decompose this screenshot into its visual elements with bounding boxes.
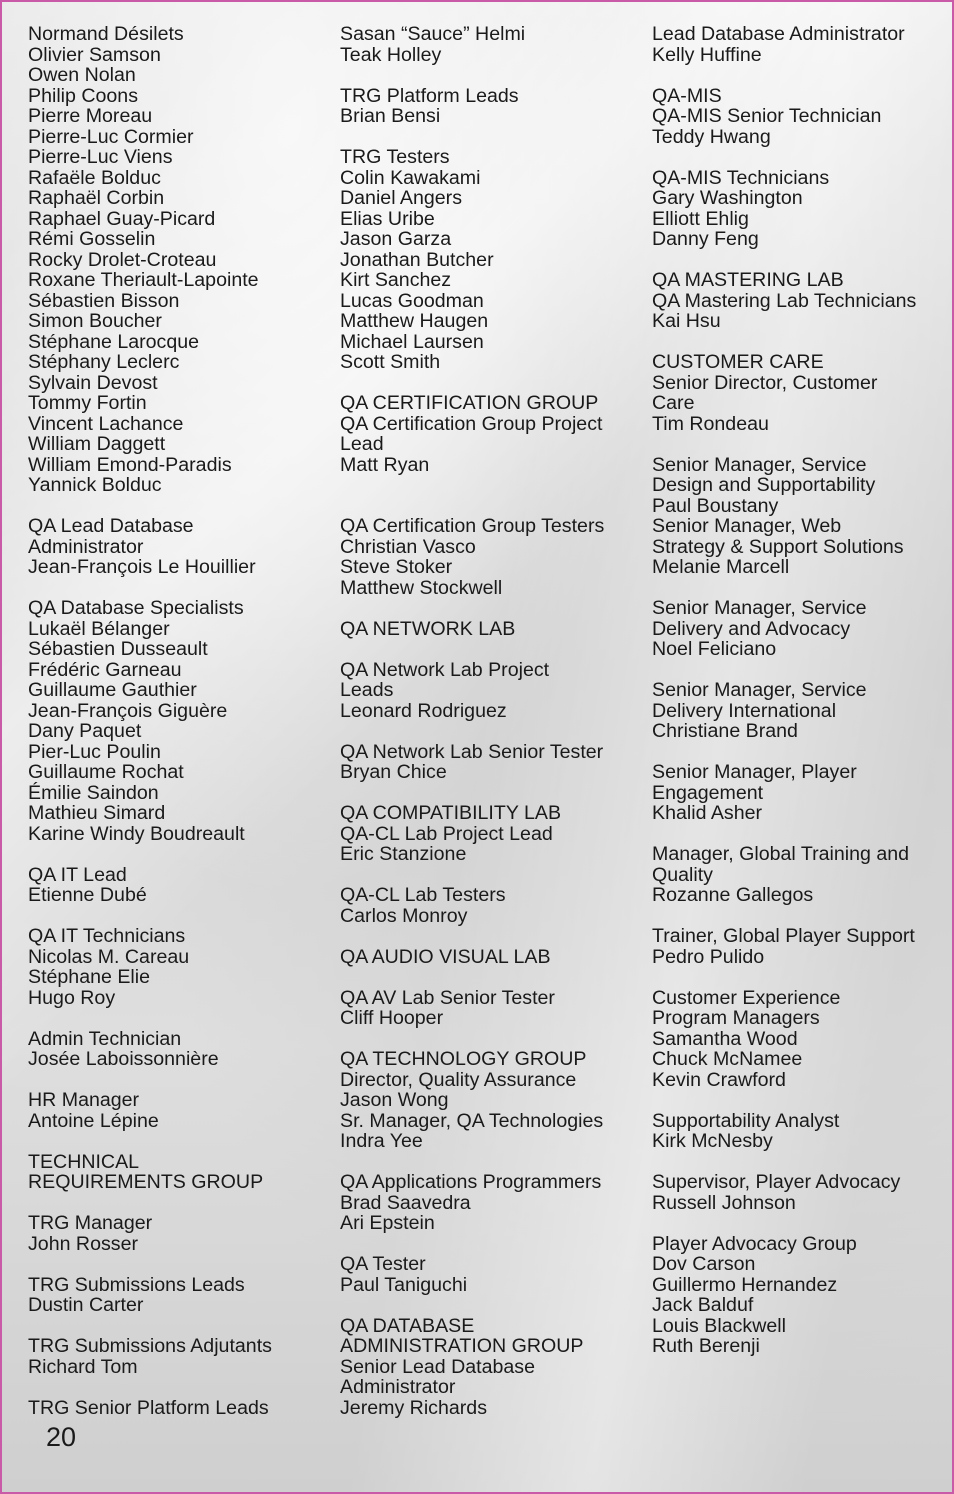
credit-line: Ruth Berenji bbox=[652, 1335, 760, 1357]
credit-line: Dustin Carter bbox=[28, 1294, 144, 1316]
spacer bbox=[340, 926, 640, 947]
credit-line: Samantha Wood bbox=[652, 1027, 798, 1050]
spacer bbox=[340, 127, 640, 148]
credit-line: QA Certification Group Testers bbox=[340, 515, 605, 537]
credit-line: Program Managers bbox=[652, 1007, 820, 1029]
credit-line: Engagement bbox=[652, 781, 764, 804]
credit-line: Raphael Guay-Picard bbox=[28, 207, 216, 230]
credit-line: Lead Database Administrator bbox=[652, 23, 905, 45]
credit-line: Jeremy Richards bbox=[340, 1396, 487, 1419]
credit-line: Jean-François Le Houillier bbox=[28, 556, 256, 578]
credit-line: Lead bbox=[340, 433, 384, 455]
credit-line: Supportability Analyst bbox=[652, 1109, 840, 1132]
spacer bbox=[340, 721, 640, 742]
credit-line: Carlos Monroy bbox=[340, 904, 468, 927]
credit-line: Ari Epstein bbox=[340, 1212, 435, 1234]
credit-line: QA Applications Programmers bbox=[340, 1171, 602, 1193]
credit-line: QA Network Lab Project bbox=[340, 658, 550, 681]
credit-line: Philip Coons bbox=[28, 84, 139, 107]
credit-line: Rémi Gosselin bbox=[28, 228, 156, 250]
credit-line: Admin Technician bbox=[28, 1027, 182, 1050]
spacer bbox=[28, 1254, 328, 1275]
credit-line: Noel Feliciano bbox=[652, 638, 777, 660]
credit-line: Sylvain Devost bbox=[28, 371, 158, 394]
credit-line: QA Network Lab Senior Tester bbox=[340, 740, 604, 763]
credit-line: Josée Laboissonnière bbox=[28, 1048, 219, 1070]
credit-line: Jonathan Butcher bbox=[340, 248, 494, 271]
credit-line: Colin Kawakami bbox=[340, 166, 481, 189]
credit-line: Pedro Pulido bbox=[652, 945, 765, 968]
spacer bbox=[652, 578, 952, 599]
credit-line: Sébastien Bisson bbox=[28, 289, 180, 312]
credit-line: Hugo Roy bbox=[28, 986, 116, 1009]
spacer bbox=[28, 1316, 328, 1337]
credit-line: Supervisor, Player Advocacy bbox=[652, 1171, 901, 1193]
credit-line: Guillaume Rochat bbox=[28, 761, 184, 783]
spacer bbox=[28, 496, 328, 517]
credit-line: Kelly Huffine bbox=[652, 43, 762, 66]
credit-line: Sasan “Sauce” Helmi bbox=[340, 23, 526, 45]
credit-line: Brian Bensi bbox=[340, 105, 441, 127]
credit-line: Leonard Rodriguez bbox=[340, 699, 507, 722]
credit-line: Michael Laursen bbox=[340, 330, 484, 353]
credit-line: Etienne Dubé bbox=[28, 884, 147, 906]
credit-line: QA TECHNOLOGY GROUP bbox=[340, 1048, 587, 1070]
spacer bbox=[652, 65, 952, 86]
credit-line: TRG Submissions Adjutants bbox=[28, 1335, 272, 1357]
credit-line: Jason Garza bbox=[340, 228, 452, 250]
credit-line: QA-MIS Senior Technician bbox=[652, 105, 882, 127]
spacer bbox=[652, 742, 952, 763]
credit-line: Sébastien Dusseault bbox=[28, 638, 208, 660]
spacer bbox=[652, 250, 952, 271]
credit-line: TRG Submissions Leads bbox=[28, 1273, 245, 1296]
credit-line: QA-CL Lab Testers bbox=[340, 884, 506, 906]
spacer bbox=[28, 1131, 328, 1152]
credit-line: Pierre Moreau bbox=[28, 105, 153, 127]
spacer bbox=[652, 1152, 952, 1173]
spacer bbox=[28, 578, 328, 599]
credit-line: CUSTOMER CARE bbox=[652, 351, 824, 373]
credit-line: QA NETWORK LAB bbox=[340, 617, 516, 640]
credit-line: Tim Rondeau bbox=[652, 412, 769, 435]
credit-line: Matthew Haugen bbox=[340, 310, 489, 332]
credit-line: Elias Uribe bbox=[340, 207, 435, 230]
credit-line: Chuck McNamee bbox=[652, 1048, 803, 1070]
credits-column-2 bbox=[340, 24, 640, 1418]
credits-column-1 bbox=[28, 24, 328, 1418]
credit-line: Christian Vasco bbox=[340, 535, 476, 558]
credit-line: William Daggett bbox=[28, 433, 166, 455]
credit-line: John Rosser bbox=[28, 1232, 138, 1255]
credit-line: REQUIREMENTS GROUP bbox=[28, 1171, 264, 1193]
credit-line: Russell Johnson bbox=[652, 1191, 796, 1214]
credit-line: Yannick Bolduc bbox=[28, 474, 162, 496]
credit-line: Dov Carson bbox=[652, 1253, 756, 1275]
credit-line: Kirk McNesby bbox=[652, 1130, 773, 1152]
credit-line: Raphaël Corbin bbox=[28, 187, 165, 209]
credit-line: Melanie Marcell bbox=[652, 556, 790, 578]
credit-line: Senior Manager, Service bbox=[652, 597, 867, 619]
credit-line: QA AV Lab Senior Tester bbox=[340, 986, 555, 1009]
credit-line: Daniel Angers bbox=[340, 187, 462, 209]
spacer bbox=[340, 1152, 640, 1173]
credit-line: Senior Manager, Player bbox=[652, 761, 857, 783]
credit-line: Leads bbox=[340, 679, 394, 701]
credit-line: Stéphany Leclerc bbox=[28, 351, 180, 373]
credit-line: Jack Balduf bbox=[652, 1294, 754, 1316]
credit-line: Pierre-Luc Cormier bbox=[28, 125, 194, 148]
credit-line: Teddy Hwang bbox=[652, 125, 771, 148]
credit-line: Administrator bbox=[28, 535, 144, 558]
credit-line: Quality bbox=[652, 863, 713, 886]
credit-line: Normand Désilets bbox=[28, 23, 184, 45]
credit-line: Matt Ryan bbox=[340, 453, 430, 476]
spacer bbox=[28, 906, 328, 927]
credit-line: TRG Testers bbox=[340, 146, 450, 168]
credit-line: TRG Platform Leads bbox=[340, 84, 519, 107]
credit-line: QA-CL Lab Project Lead bbox=[340, 822, 553, 845]
credit-line: ADMINISTRATION GROUP bbox=[340, 1335, 584, 1357]
credit-line: Player Advocacy Group bbox=[652, 1232, 857, 1255]
spacer bbox=[28, 844, 328, 865]
credit-line: Brad Saavedra bbox=[340, 1191, 471, 1214]
credit-line: Delivery and Advocacy bbox=[652, 617, 851, 640]
credit-line: Karine Windy Boudreault bbox=[28, 822, 245, 845]
credit-line: QA IT Technicians bbox=[28, 925, 186, 947]
credit-line: Pierre-Luc Viens bbox=[28, 146, 173, 168]
spacer bbox=[652, 1090, 952, 1111]
credit-line: Tommy Fortin bbox=[28, 392, 147, 414]
credit-line: Eric Stanzione bbox=[340, 843, 467, 865]
credit-line: Khalid Asher bbox=[652, 802, 763, 824]
credit-line: Kirt Sanchez bbox=[340, 269, 452, 291]
spacer bbox=[340, 496, 640, 517]
credit-line: Lukaël Bélanger bbox=[28, 617, 170, 640]
credit-line: Senior Lead Database bbox=[340, 1355, 535, 1378]
credit-line: Paul Boustany bbox=[652, 494, 779, 517]
credit-line: QA MASTERING LAB bbox=[652, 269, 844, 291]
credit-line: Louis Blackwell bbox=[652, 1314, 786, 1337]
credit-line: Kevin Crawford bbox=[652, 1068, 786, 1091]
spacer bbox=[28, 1193, 328, 1214]
spacer bbox=[340, 967, 640, 988]
credit-line: Lucas Goodman bbox=[340, 289, 484, 312]
credit-line: Senior Manager, Service bbox=[652, 453, 867, 476]
credit-line: Antoine Lépine bbox=[28, 1109, 159, 1132]
spacer bbox=[28, 1377, 328, 1398]
spacer bbox=[340, 639, 640, 660]
credit-line: QA Lead Database bbox=[28, 515, 194, 537]
spacer bbox=[340, 1234, 640, 1255]
spacer bbox=[340, 475, 640, 496]
credit-line: Delivery International bbox=[652, 699, 837, 722]
credit-line: Guillermo Hernandez bbox=[652, 1273, 838, 1296]
credit-line: Cliff Hooper bbox=[340, 1007, 444, 1029]
credit-line: Senior Manager, Web bbox=[652, 515, 842, 537]
credit-line: Indra Yee bbox=[340, 1130, 423, 1152]
spacer bbox=[652, 660, 952, 681]
spacer bbox=[340, 1295, 640, 1316]
credit-line: Jean-François Giguère bbox=[28, 699, 228, 722]
credit-line: Guillaume Gauthier bbox=[28, 679, 197, 701]
credit-line: Senior Manager, Service bbox=[652, 679, 867, 701]
spacer bbox=[340, 1029, 640, 1050]
page-number: 20 bbox=[46, 1422, 77, 1452]
credit-line: Steve Stoker bbox=[340, 556, 453, 578]
credit-line: Émilie Saindon bbox=[28, 781, 159, 804]
credit-line: Dany Paquet bbox=[28, 720, 142, 742]
credit-line: Vincent Lachance bbox=[28, 412, 184, 435]
spacer bbox=[340, 865, 640, 886]
credit-line: Kai Hsu bbox=[652, 310, 721, 332]
credit-line: QA CERTIFICATION GROUP bbox=[340, 392, 599, 414]
credit-line: Design and Supportability bbox=[652, 474, 876, 496]
spacer bbox=[652, 824, 952, 845]
credit-line: Matthew Stockwell bbox=[340, 576, 503, 599]
credit-line: Manager, Global Training and bbox=[652, 843, 910, 865]
credit-line: Christiane Brand bbox=[652, 720, 798, 742]
credit-line: Trainer, Global Player Support bbox=[652, 925, 915, 947]
credit-line: Director, Quality Assurance bbox=[340, 1068, 577, 1091]
credit-line: Care bbox=[652, 392, 695, 414]
credit-line: Nicolas M. Careau bbox=[28, 945, 190, 968]
credit-line: TECHNICAL bbox=[28, 1150, 140, 1173]
spacer bbox=[28, 1008, 328, 1029]
credit-line: Owen Nolan bbox=[28, 64, 136, 86]
credit-line: Administrator bbox=[340, 1376, 456, 1398]
credit-line: QA Mastering Lab Technicians bbox=[652, 289, 917, 312]
credit-line: TRG Manager bbox=[28, 1212, 153, 1234]
credit-line: Scott Smith bbox=[340, 351, 441, 373]
spacer bbox=[28, 1070, 328, 1091]
spacer bbox=[340, 373, 640, 394]
credit-line: Senior Director, Customer bbox=[652, 371, 878, 394]
credit-line: Rocky Drolet-Croteau bbox=[28, 248, 217, 271]
credit-line: TRG Senior Platform Leads bbox=[28, 1396, 269, 1419]
credit-line: Roxane Theriault-Lapointe bbox=[28, 269, 259, 291]
credit-line: Gary Washington bbox=[652, 187, 803, 209]
credit-line: Mathieu Simard bbox=[28, 802, 166, 824]
credit-line: Olivier Samson bbox=[28, 43, 161, 66]
credit-line: Teak Holley bbox=[340, 43, 442, 66]
credit-line: QA COMPATIBILITY LAB bbox=[340, 802, 562, 824]
spacer bbox=[652, 147, 952, 168]
spacer bbox=[652, 332, 952, 353]
credit-line: Jason Wong bbox=[340, 1089, 449, 1111]
spacer bbox=[652, 1213, 952, 1234]
credit-line: Strategy & Support Solutions bbox=[652, 535, 904, 558]
credit-line: QA-MIS bbox=[652, 84, 722, 107]
spacer bbox=[652, 906, 952, 927]
credit-line: William Emond-Paradis bbox=[28, 453, 232, 476]
credit-line: QA Database Specialists bbox=[28, 597, 244, 619]
credit-line: Danny Feng bbox=[652, 228, 759, 250]
credit-line: QA-MIS Technicians bbox=[652, 166, 830, 189]
credit-line: Rafaële Bolduc bbox=[28, 166, 161, 189]
credits-column-3 bbox=[652, 24, 952, 1357]
credit-line: Customer Experience bbox=[652, 986, 841, 1009]
credit-line: QA AUDIO VISUAL LAB bbox=[340, 945, 551, 968]
credit-line: Stéphane Larocque bbox=[28, 330, 200, 353]
credit-line: Stéphane Elie bbox=[28, 966, 151, 988]
credit-line: QA Certification Group Project bbox=[340, 412, 603, 435]
credit-line: Bryan Chice bbox=[340, 761, 447, 783]
credit-line: QA Tester bbox=[340, 1253, 426, 1275]
spacer bbox=[652, 967, 952, 988]
credit-line: QA IT Lead bbox=[28, 863, 127, 886]
spacer bbox=[340, 598, 640, 619]
credit-line: Pier-Luc Poulin bbox=[28, 740, 161, 763]
credit-line: Simon Boucher bbox=[28, 310, 162, 332]
spacer bbox=[340, 65, 640, 86]
credit-line: Elliott Ehlig bbox=[652, 207, 749, 230]
spacer bbox=[340, 783, 640, 804]
credit-line: Richard Tom bbox=[28, 1355, 138, 1378]
credit-line: Frédéric Garneau bbox=[28, 658, 182, 681]
credit-line: HR Manager bbox=[28, 1089, 140, 1111]
credit-line: Rozanne Gallegos bbox=[652, 884, 814, 906]
spacer bbox=[652, 434, 952, 455]
credit-line: QA DATABASE bbox=[340, 1314, 475, 1337]
credit-line: Sr. Manager, QA Technologies bbox=[340, 1109, 604, 1132]
credit-line: Paul Taniguchi bbox=[340, 1273, 468, 1296]
